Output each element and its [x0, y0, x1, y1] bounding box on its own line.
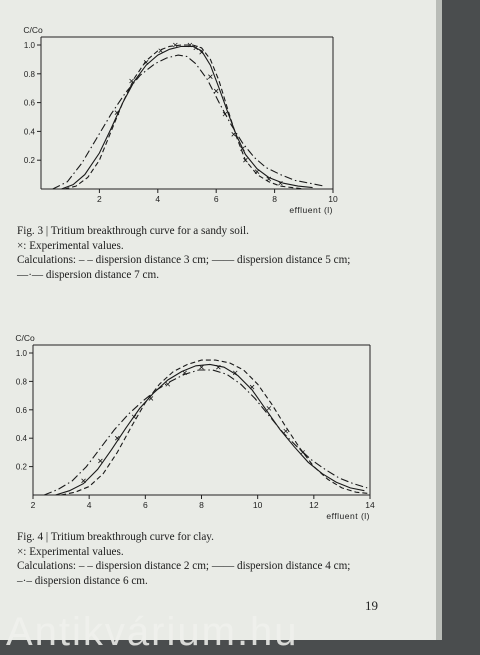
experimental-point [82, 479, 86, 483]
watermark: Antikvárium.hu [6, 610, 299, 654]
y-tick-label: 0.2 [15, 462, 27, 472]
series-line-solid [61, 46, 312, 189]
experimental-point [214, 89, 218, 93]
x-tick-label: 8 [199, 500, 204, 510]
experimental-point [255, 170, 259, 174]
x-axis-label: effluent (l) [289, 205, 333, 215]
y-tick-label: 0.6 [23, 98, 35, 108]
y-tick-label: 0.8 [23, 69, 35, 79]
series-line-solid [56, 364, 365, 495]
x-tick-label: 8 [272, 194, 277, 204]
y-axis-label: C/Co [15, 333, 35, 343]
page-number: 19 [365, 598, 378, 613]
figure-4-calculations: Calculations: – – dispersion distance 2 cm; —— dispersion distance 4 cm; [17, 560, 351, 573]
x-tick-label: 10 [252, 500, 263, 510]
x-axis-label: effluent (l) [326, 511, 370, 521]
series-line-dashdot [44, 370, 367, 495]
figure-3-experimental-note: ×: Experimental values. [17, 239, 124, 252]
x-tick-label: 4 [86, 500, 92, 510]
y-tick-label: 0.8 [15, 377, 27, 387]
figure-3-chart [0, 0, 480, 220]
figure-3-title: Fig. 3 | Tritium breakthrough curve for a sandy soil. [17, 225, 249, 237]
figure-4-calculations-cont: –·– dispersion distance 6 cm. [17, 574, 148, 587]
figure-3-calculations: Calculations: – – dispersion distance 3 cm; —— dispersion distance 5 cm; [17, 254, 351, 267]
y-tick-label: 0.4 [15, 434, 27, 444]
y-tick-label: 1.0 [15, 349, 27, 358]
experimental-point [284, 429, 288, 433]
x-tick-label: 6 [213, 194, 219, 204]
experimental-point [130, 79, 134, 83]
figure-3-calculations-cont: —·— dispersion distance 7 cm. [17, 268, 159, 281]
x-tick-label: 2 [97, 194, 102, 204]
experimental-point [149, 396, 153, 400]
x-tick-label: 10 [328, 194, 338, 204]
figure-4-caption [17, 530, 397, 588]
y-tick-label: 0.6 [15, 405, 27, 415]
series-line-dashed [64, 45, 303, 189]
y-tick-label: 0.4 [23, 127, 35, 137]
figure-4-chart [0, 330, 480, 530]
y-tick-label: 1.0 [23, 41, 35, 50]
experimental-point [200, 365, 204, 369]
y-axis-label: C/Co [23, 25, 43, 35]
experimental-point [267, 406, 271, 410]
figure-4-title: Fig. 4 | Tritium breakthrough curve for clay. [17, 531, 214, 543]
x-tick-label: 6 [142, 500, 148, 510]
x-tick-label: 14 [365, 500, 375, 510]
figure-3-caption [17, 224, 397, 282]
experimental-point [232, 132, 236, 136]
x-tick-label: 4 [155, 194, 161, 204]
experimental-point [98, 459, 102, 463]
x-tick-label: 2 [30, 500, 36, 510]
figure-4-experimental-note: ×: Experimental values. [17, 545, 124, 558]
x-tick-label: 12 [309, 500, 319, 510]
y-tick-label: 0.2 [23, 156, 35, 166]
experimental-point [250, 385, 254, 389]
experimental-point [208, 75, 212, 79]
